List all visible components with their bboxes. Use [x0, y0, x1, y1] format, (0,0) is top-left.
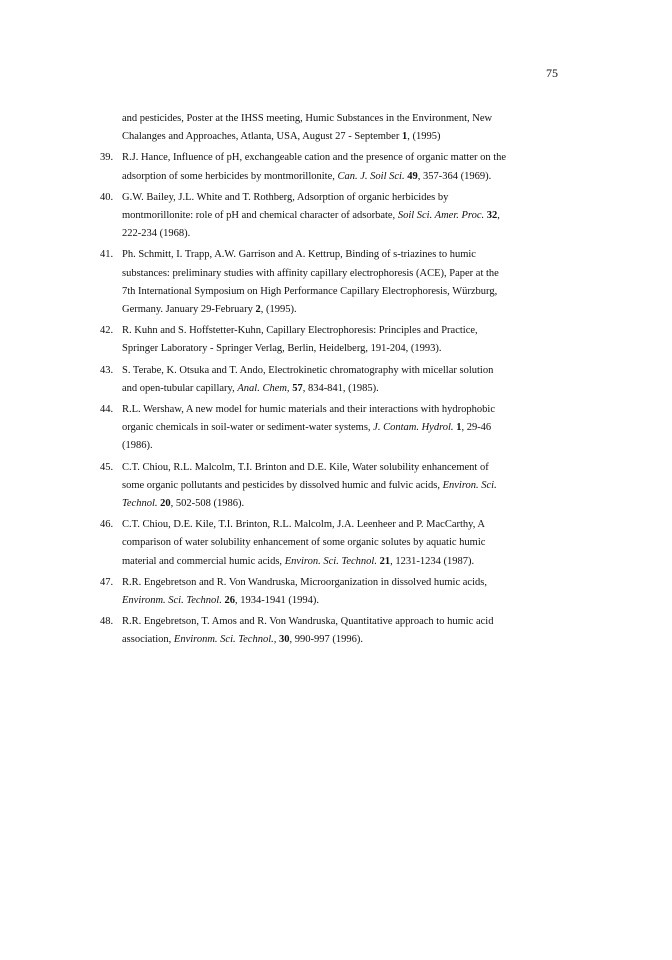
reference-number: 43.: [100, 364, 114, 376]
reference-text: [122, 613, 540, 649]
reference-line: 7th International Symposium on High Performance Capillary Electrophoresis, Würzburg,: [122, 285, 498, 297]
reference-text: [122, 149, 540, 185]
reference-line: R.J. Hance, Influence of pH, exchangeable cation and the presence of organic matter on the: [122, 152, 507, 164]
reference-item: [100, 516, 540, 571]
reference-line: Chalanges and Approaches, Atlanta, USA, August 27 - September 1, (1995): [122, 131, 441, 143]
reference-text: [122, 362, 540, 398]
reference-line: R.R. Engebretson and R. Von Wandruska, Microorganization in dissolved humic acids,: [122, 576, 487, 588]
reference-line: Springer Laboratory - Springer Verlag, Berlin, Heidelberg, 191-204, (1993).: [122, 343, 442, 355]
reference-line: R.L. Wershaw, A new model for humic materials and their interactions with hydrophobic: [122, 404, 495, 416]
reference-number: 42.: [100, 325, 114, 337]
reference-number: 47.: [100, 576, 114, 588]
reference-line: and open-tubular capillary, Anal. Chem, 57, 834-841, (1985).: [122, 382, 379, 394]
reference-item: [100, 459, 540, 514]
reference-line: Germany. January 29-February 2, (1995).: [122, 304, 297, 316]
reference-line: C.T. Chiou, D.E. Kile, T.I. Brinton, R.L. Malcolm, J.A. Leenheer and P. MacCarthy, A: [122, 519, 485, 531]
reference-text: [122, 459, 540, 514]
reference-number: 48.: [100, 616, 114, 628]
reference-number: 44.: [100, 404, 114, 416]
reference-line: material and commercial humic acids, Environ. Sci. Technol. 21, 1231-1234 (1987).: [122, 555, 475, 567]
reference-line: adsorption of some herbicides by montmorillonite, Can. J. Soil Sci. 49, 357-364 (1969).: [122, 170, 492, 182]
reference-number: 40.: [100, 191, 114, 203]
reference-line: association, Environm. Sci. Technol., 30, 990-997 (1996).: [122, 634, 363, 646]
reference-item: [100, 322, 540, 358]
reference-text: [122, 246, 540, 319]
reference-line: C.T. Chiou, R.L. Malcolm, T.I. Brinton and D.E. Kile, Water solubility enhancement of: [122, 461, 489, 473]
reference-line: montmorillonite: role of pH and chemical character of adsorbate, Soil Sci. Amer. Proc. 32,: [122, 210, 500, 222]
reference-line: Ph. Schmitt, I. Trapp, A.W. Garrison and A. Kettrup, Binding of s-triazines to humic: [122, 249, 476, 261]
reference-line: and pesticides, Poster at the IHSS meeting, Humic Substances in the Environment, New: [122, 113, 493, 124]
reference-number: 39.: [100, 152, 114, 164]
reference-line: R. Kuhn and S. Hoffstetter-Kuhn, Capillary Electrophoresis: Principles and Practice,: [122, 325, 478, 337]
reference-line: Technol. 20, 502-508 (1986).: [122, 498, 245, 510]
reference-item: [100, 110, 540, 146]
reference-item: [100, 574, 540, 610]
reference-text: [122, 401, 540, 456]
reference-line: organic chemicals in soil-water or sediment-water systems, J. Contam. Hydrol. 1, 29-46: [122, 422, 492, 434]
page-number: 75: [546, 66, 558, 80]
reference-item: [100, 149, 540, 185]
reference-text: [122, 516, 540, 571]
reference-line: some organic pollutants and pesticides by dissolved humic and fulvic acids, Environ. Sci.: [122, 479, 497, 491]
reference-item: [100, 246, 540, 319]
reference-line: comparison of water solubility enhancement of some organic solutes by aquatic humic: [122, 537, 486, 549]
reference-text: [122, 322, 540, 358]
reference-number: 45.: [100, 461, 114, 473]
reference-list: [100, 110, 540, 653]
reference-item: [100, 613, 540, 649]
reference-item: [100, 401, 540, 456]
reference-line: Environm. Sci. Technol. 26, 1934-1941 (1994).: [122, 595, 319, 607]
reference-item: [100, 362, 540, 398]
reference-number: 41.: [100, 249, 114, 261]
reference-text: [122, 189, 540, 244]
reference-line: S. Terabe, K. Otsuka and T. Ando, Electrokinetic chromatography with micellar solution: [122, 364, 494, 376]
reference-item: [100, 189, 540, 244]
reference-line: substances: preliminary studies with affinity capillary electrophoresis (ACE), Paper at the: [122, 267, 499, 279]
reference-text: [122, 574, 540, 610]
reference-line: G.W. Bailey, J.L. White and T. Rothberg, Adsorption of organic herbicides by: [122, 191, 449, 203]
reference-text: [122, 110, 540, 146]
reference-line: (1986).: [122, 440, 153, 452]
reference-number: 46.: [100, 519, 114, 531]
reference-line: R.R. Engebretson, T. Amos and R. Von Wandruska, Quantitative approach to humic acid: [122, 616, 494, 628]
reference-line: 222-234 (1968).: [122, 228, 191, 240]
